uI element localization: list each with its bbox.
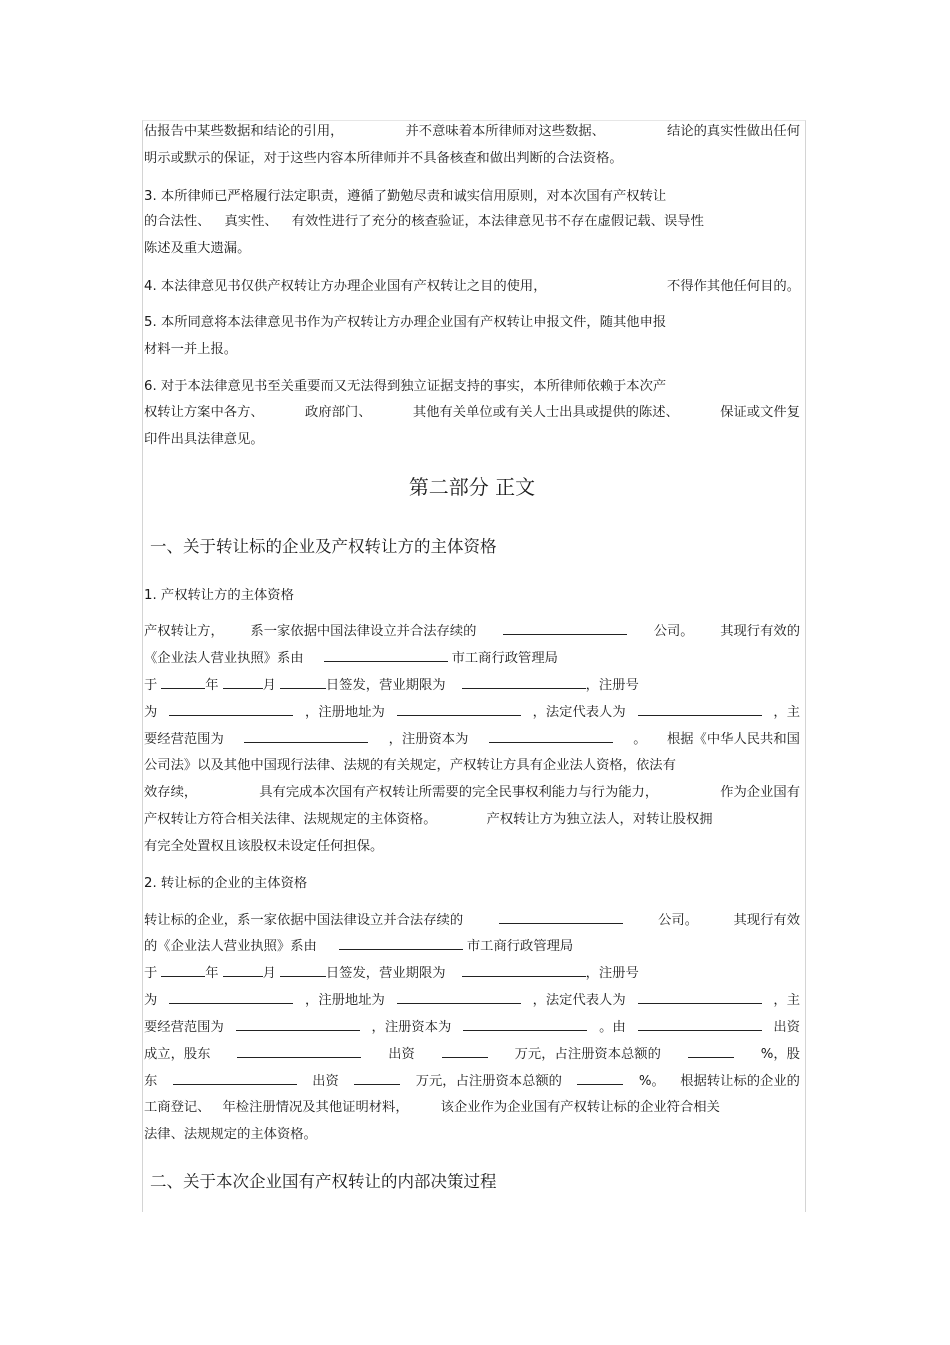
para-line: 4. 本法律意见书仅供产权转让方办理企业国有产权转让之目的使用， 不得作其他任何目的。 (144, 279, 800, 294)
blank-field (462, 964, 586, 977)
blank-field (161, 964, 205, 977)
para-line: 产权转让方， 系一家依据中国法律设立并合法存续的 公司。 其现行有效的 (144, 624, 800, 639)
blank-field (280, 676, 326, 689)
section-heading: 一、关于转让标的企业及产权转让方的主体资格 (150, 537, 497, 556)
para-line: 于 年 月 日签发，营业期限为 ，注册号 (144, 966, 639, 981)
subsection-heading: 2. 转让标的企业的主体资格 (144, 876, 308, 891)
para-line: 明示或默示的保证，对于这些内容本所律师并不具备核查和做出判断的合法资格。 (144, 151, 623, 166)
para-line: 《企业法人营业执照》系由 市工商行政管理局 (144, 651, 558, 666)
para-line: 材料一并上报。 (144, 342, 238, 357)
blank-field (339, 937, 463, 950)
para-line: 要经营范围为 ，注册资本为 。由 出资 (144, 1020, 800, 1035)
blank-field (244, 730, 368, 743)
blank-field (638, 991, 762, 1004)
para-line: 印件出具法律意见。 (144, 432, 264, 447)
para-line: 要经营范围为 ，注册资本为 。 根据《中华人民共和国 (144, 732, 800, 747)
para-line: 有完全处置权且该股权未设定任何担保。 (144, 839, 384, 854)
para-line: 为 ，注册地址为 ，法定代表人为 ，主 (144, 705, 800, 720)
para-line: 法律、法规规定的主体资格。 (144, 1127, 317, 1142)
para-line: 估报告中某些数据和结论的引用， 并不意味着本所律师对这些数据、 结论的真实性做出任何 (144, 124, 800, 139)
para-line: 效存续， 具有完成本次国有产权转让所需要的完全民事权利能力与行为能力， 作为企业国有 (144, 785, 800, 800)
para-line: 陈述及重大遗漏。 (144, 241, 251, 256)
blank-field (638, 703, 762, 716)
blank-field (489, 730, 613, 743)
blank-field (236, 1018, 360, 1031)
para-line: 公司法》以及其他中国现行法律、法规的有关规定，产权转让方具有企业法人资格，依法有 (144, 758, 676, 773)
para-line: 于 年 月 日签发，营业期限为 ，注册号 (144, 678, 639, 693)
subsection-heading: 1. 产权转让方的主体资格 (144, 588, 294, 603)
blank-field (503, 622, 627, 635)
para-line: 为 ，注册地址为 ，法定代表人为 ，主 (144, 993, 800, 1008)
blank-field (169, 991, 293, 1004)
para-line: 的合法性、 真实性、 有效性进行了充分的核查验证，本法律意见书不存在虚假记载、误导性 (144, 214, 704, 229)
blank-field (280, 964, 326, 977)
blank-field (397, 703, 521, 716)
blank-field (462, 676, 586, 689)
blank-field (169, 703, 293, 716)
blank-field (442, 1045, 488, 1058)
para-line: 6. 对于本法律意见书至关重要而又无法得到独立证据支持的事实，本所律师依赖于本次产 (144, 379, 667, 394)
blank-field (237, 1045, 361, 1058)
blank-field (223, 964, 263, 977)
blank-field (499, 911, 623, 924)
blank-field (354, 1072, 400, 1085)
blank-field (463, 1018, 587, 1031)
para-line: 东 出资 万元，占注册资本总额的 %。 根据转让标的企业的 (144, 1074, 800, 1089)
blank-field (688, 1045, 734, 1058)
para-line: 权转让方案中各方、 政府部门、 其他有关单位或有关人士出具或提供的陈述、 保证或文件复 (144, 405, 800, 420)
blank-field (173, 1072, 297, 1085)
para-line: 转让标的企业，系一家依据中国法律设立并合法存续的 公司。 其现行有效 (144, 913, 800, 928)
blank-field (577, 1072, 623, 1085)
blank-field (638, 1018, 762, 1031)
blank-field (324, 649, 448, 662)
para-line: 工商登记、 年检注册情况及其他证明材料， 该企业作为企业国有产权转让标的企业符合相关 (144, 1100, 720, 1115)
blank-field (223, 676, 263, 689)
part-title: 第二部分 正文 (408, 475, 536, 499)
para-line: 的《企业法人营业执照》系由 市工商行政管理局 (144, 939, 574, 954)
blank-field (161, 676, 205, 689)
blank-field (397, 991, 521, 1004)
para-line: 产权转让方符合相关法律、法规规定的主体资格。 产权转让方为独立法人，对转让股权拥 (144, 812, 713, 827)
para-line: 成立，股东 出资 万元，占注册资本总额的 %，股 (144, 1047, 800, 1062)
para-line: 3. 本所律师已严格履行法定职责，遵循了勤勉尽责和诚实信用原则，对本次国有产权转让 (144, 189, 667, 204)
para-line: 5. 本所同意将本法律意见书作为产权转让方办理企业国有产权转让申报文件，随其他申报 (144, 315, 667, 330)
section-heading: 二、关于本次企业国有产权转让的内部决策过程 (150, 1172, 497, 1191)
